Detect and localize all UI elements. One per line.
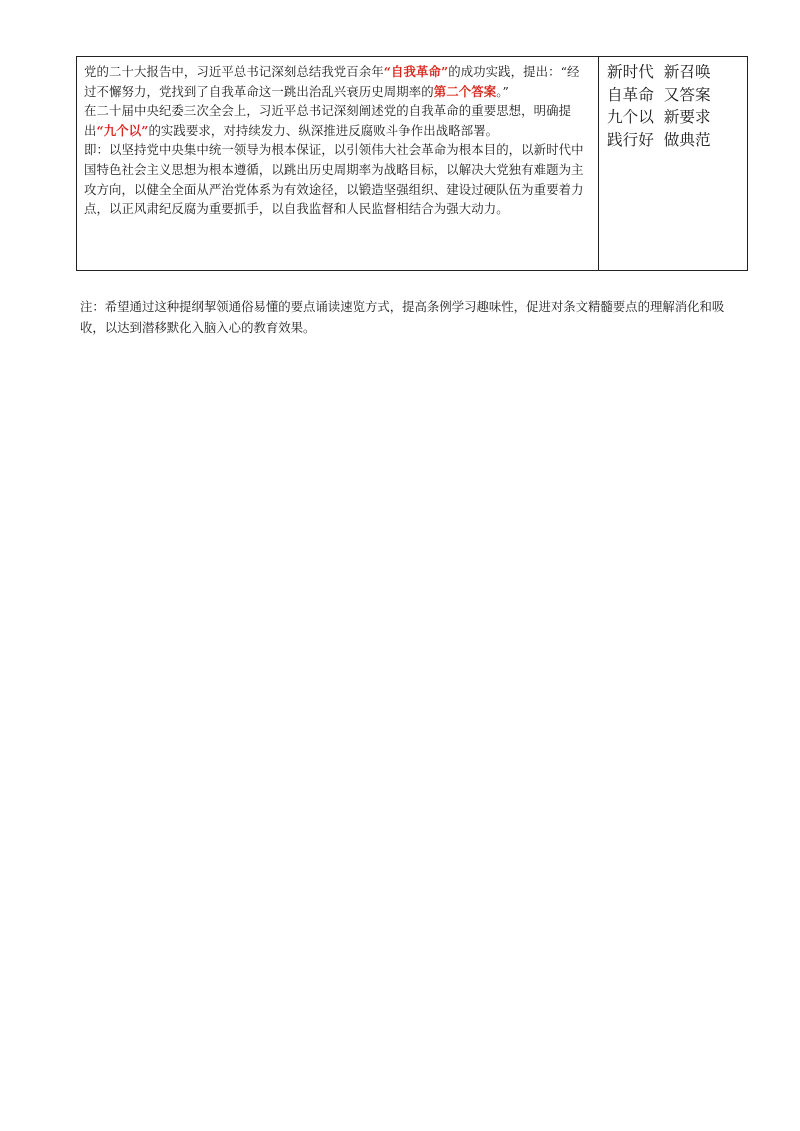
highlight-self-revolution: “自我革命”: [383, 64, 449, 79]
summary-phrase: 新要求: [663, 108, 711, 126]
highlight-second-answer: 第二个答案: [433, 83, 497, 99]
summary-line: [607, 129, 747, 152]
summary-line: [607, 106, 747, 129]
paragraph-nine-points: 即：以坚持党中央集中统一领导为根本保证，以引领伟大社会革命为根本目的，以新时代中国特色社会主义思想为根本遵循，以跳出历史周期率为战略目标，以解决大党独有难题为主攻方向，以健全全面从严治党体系为有效途径，以锻造坚强组织、建设过硬队伍为重要着力点，以正风肃纪反腐为重要抓手，以自我监督和人民监督相结合为强大动力。: [84, 142, 584, 217]
summary-phrase: 九个以: [607, 108, 654, 126]
paragraph-plenary: [84, 101, 592, 140]
summary-phrase: 新召唤: [663, 63, 711, 81]
highlight-nine-points: “九个以”: [96, 122, 149, 138]
main-text-cell: [77, 57, 599, 270]
content-table: [76, 56, 748, 271]
text: 的实践要求，对持续发力、纵深推进反腐败斗争作出战略部署。: [148, 122, 499, 138]
summary-line: [607, 61, 747, 84]
summary-phrase: 践行好: [607, 130, 654, 149]
paragraph-report: [84, 62, 592, 101]
summary-cell: [599, 57, 747, 270]
summary-phrase: 又答案: [663, 85, 711, 104]
text: 在二十届中央纪委三次全会上，习近平总书记深刻阐述党的自我革命的重要思想，明确提出: [84, 103, 572, 138]
summary-phrase: 新时代: [607, 63, 654, 81]
summary-line: [607, 84, 747, 107]
text: 的成功实践，提出：“经过不懈努力，党找到了自我革命这一跳出治乱兴衰历史周期率的: [84, 64, 580, 99]
text: 党的二十大报告中，习近平总书记深刻总结我党百余年: [84, 64, 384, 79]
summary-phrase: 做典范: [663, 130, 711, 149]
footnote: 注：希望通过这种提纲挈领通俗易懂的要点诵读速览方式，提高条例学习趣味性，促进对条文精髓要点的理解消化和吸收，以达到潜移默化入脑入心的教育效果。: [80, 299, 725, 335]
text: 。”: [496, 83, 509, 99]
summary-phrase: 自革命: [607, 85, 654, 104]
